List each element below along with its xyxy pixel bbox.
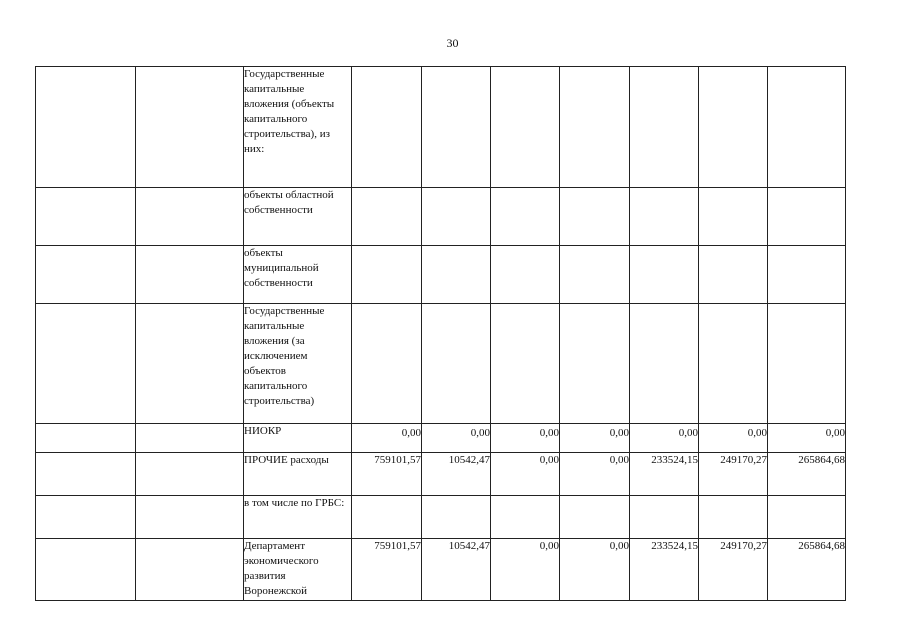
value-cell — [422, 496, 491, 539]
value-cell: 265864,68 — [768, 453, 846, 496]
value-cell — [422, 246, 491, 304]
budget-table — [35, 66, 846, 601]
row-label: объекты муниципальной собственности — [244, 246, 352, 304]
value-cell — [768, 67, 846, 188]
value-cell — [630, 496, 699, 539]
value-cell — [422, 304, 491, 424]
value-cell: 265864,68 — [768, 539, 846, 601]
empty-cell — [136, 453, 244, 496]
value-cell — [491, 67, 560, 188]
value-cell — [768, 304, 846, 424]
row-label: в том числе по ГРБС: — [244, 496, 352, 539]
row-label: объекты областной собственности — [244, 188, 352, 246]
value-cell: 249170,27 — [699, 539, 768, 601]
value-cell: 233524,15 — [630, 453, 699, 496]
table-row — [36, 424, 846, 453]
empty-cell — [136, 67, 244, 188]
table-row — [36, 67, 846, 188]
value-cell — [352, 67, 422, 188]
row-label: ПРОЧИЕ расходы — [244, 453, 352, 496]
empty-cell — [136, 424, 244, 453]
row-label: НИОКР — [244, 424, 352, 453]
value-cell: 0,00 — [422, 424, 491, 453]
value-cell — [699, 67, 768, 188]
table-row — [36, 304, 846, 424]
table-row — [36, 496, 846, 539]
value-cell: 233524,15 — [630, 539, 699, 601]
value-cell — [699, 496, 768, 539]
value-cell — [699, 304, 768, 424]
empty-cell — [36, 188, 136, 246]
row-label: Государственные капитальные вложения (объекты капитального строительства), из них: — [244, 67, 352, 188]
empty-cell — [36, 496, 136, 539]
empty-cell — [36, 453, 136, 496]
empty-cell — [36, 67, 136, 188]
table-row — [36, 246, 846, 304]
value-cell: 0,00 — [491, 424, 560, 453]
value-cell — [422, 67, 491, 188]
value-cell: 0,00 — [630, 424, 699, 453]
value-cell: 0,00 — [560, 424, 630, 453]
value-cell — [560, 496, 630, 539]
value-cell — [560, 246, 630, 304]
value-cell — [352, 188, 422, 246]
table-row — [36, 453, 846, 496]
value-cell — [699, 188, 768, 246]
empty-cell — [36, 304, 136, 424]
value-cell: 0,00 — [491, 539, 560, 601]
empty-cell — [136, 304, 244, 424]
value-cell — [352, 496, 422, 539]
value-cell: 0,00 — [768, 424, 846, 453]
row-label: Государственные капитальные вложения (за исключением объектов капитального строительства) — [244, 304, 352, 424]
value-cell: 10542,47 — [422, 453, 491, 496]
value-cell — [422, 188, 491, 246]
value-cell — [630, 304, 699, 424]
table-row — [36, 188, 846, 246]
value-cell — [491, 304, 560, 424]
value-cell — [560, 188, 630, 246]
empty-cell — [136, 246, 244, 304]
value-cell — [560, 304, 630, 424]
value-cell — [630, 246, 699, 304]
value-cell: 0,00 — [560, 453, 630, 496]
row-label: Департамент экономического развития Воронежской — [244, 539, 352, 601]
value-cell: 759101,57 — [352, 453, 422, 496]
table-row — [36, 539, 846, 601]
value-cell — [630, 67, 699, 188]
empty-cell — [136, 188, 244, 246]
value-cell: 0,00 — [560, 539, 630, 601]
page-number: 30 — [446, 36, 459, 50]
empty-cell — [36, 246, 136, 304]
value-cell — [768, 188, 846, 246]
empty-cell — [136, 496, 244, 539]
empty-cell — [136, 539, 244, 601]
value-cell — [491, 188, 560, 246]
value-cell: 10542,47 — [422, 539, 491, 601]
value-cell: 759101,57 — [352, 539, 422, 601]
value-cell — [699, 246, 768, 304]
value-cell — [352, 304, 422, 424]
value-cell — [630, 188, 699, 246]
value-cell — [491, 246, 560, 304]
value-cell — [352, 246, 422, 304]
value-cell: 0,00 — [491, 453, 560, 496]
empty-cell — [36, 424, 136, 453]
value-cell — [768, 246, 846, 304]
value-cell — [491, 496, 560, 539]
value-cell: 0,00 — [352, 424, 422, 453]
value-cell: 249170,27 — [699, 453, 768, 496]
value-cell — [560, 67, 630, 188]
empty-cell — [36, 539, 136, 601]
value-cell — [768, 496, 846, 539]
value-cell: 0,00 — [699, 424, 768, 453]
